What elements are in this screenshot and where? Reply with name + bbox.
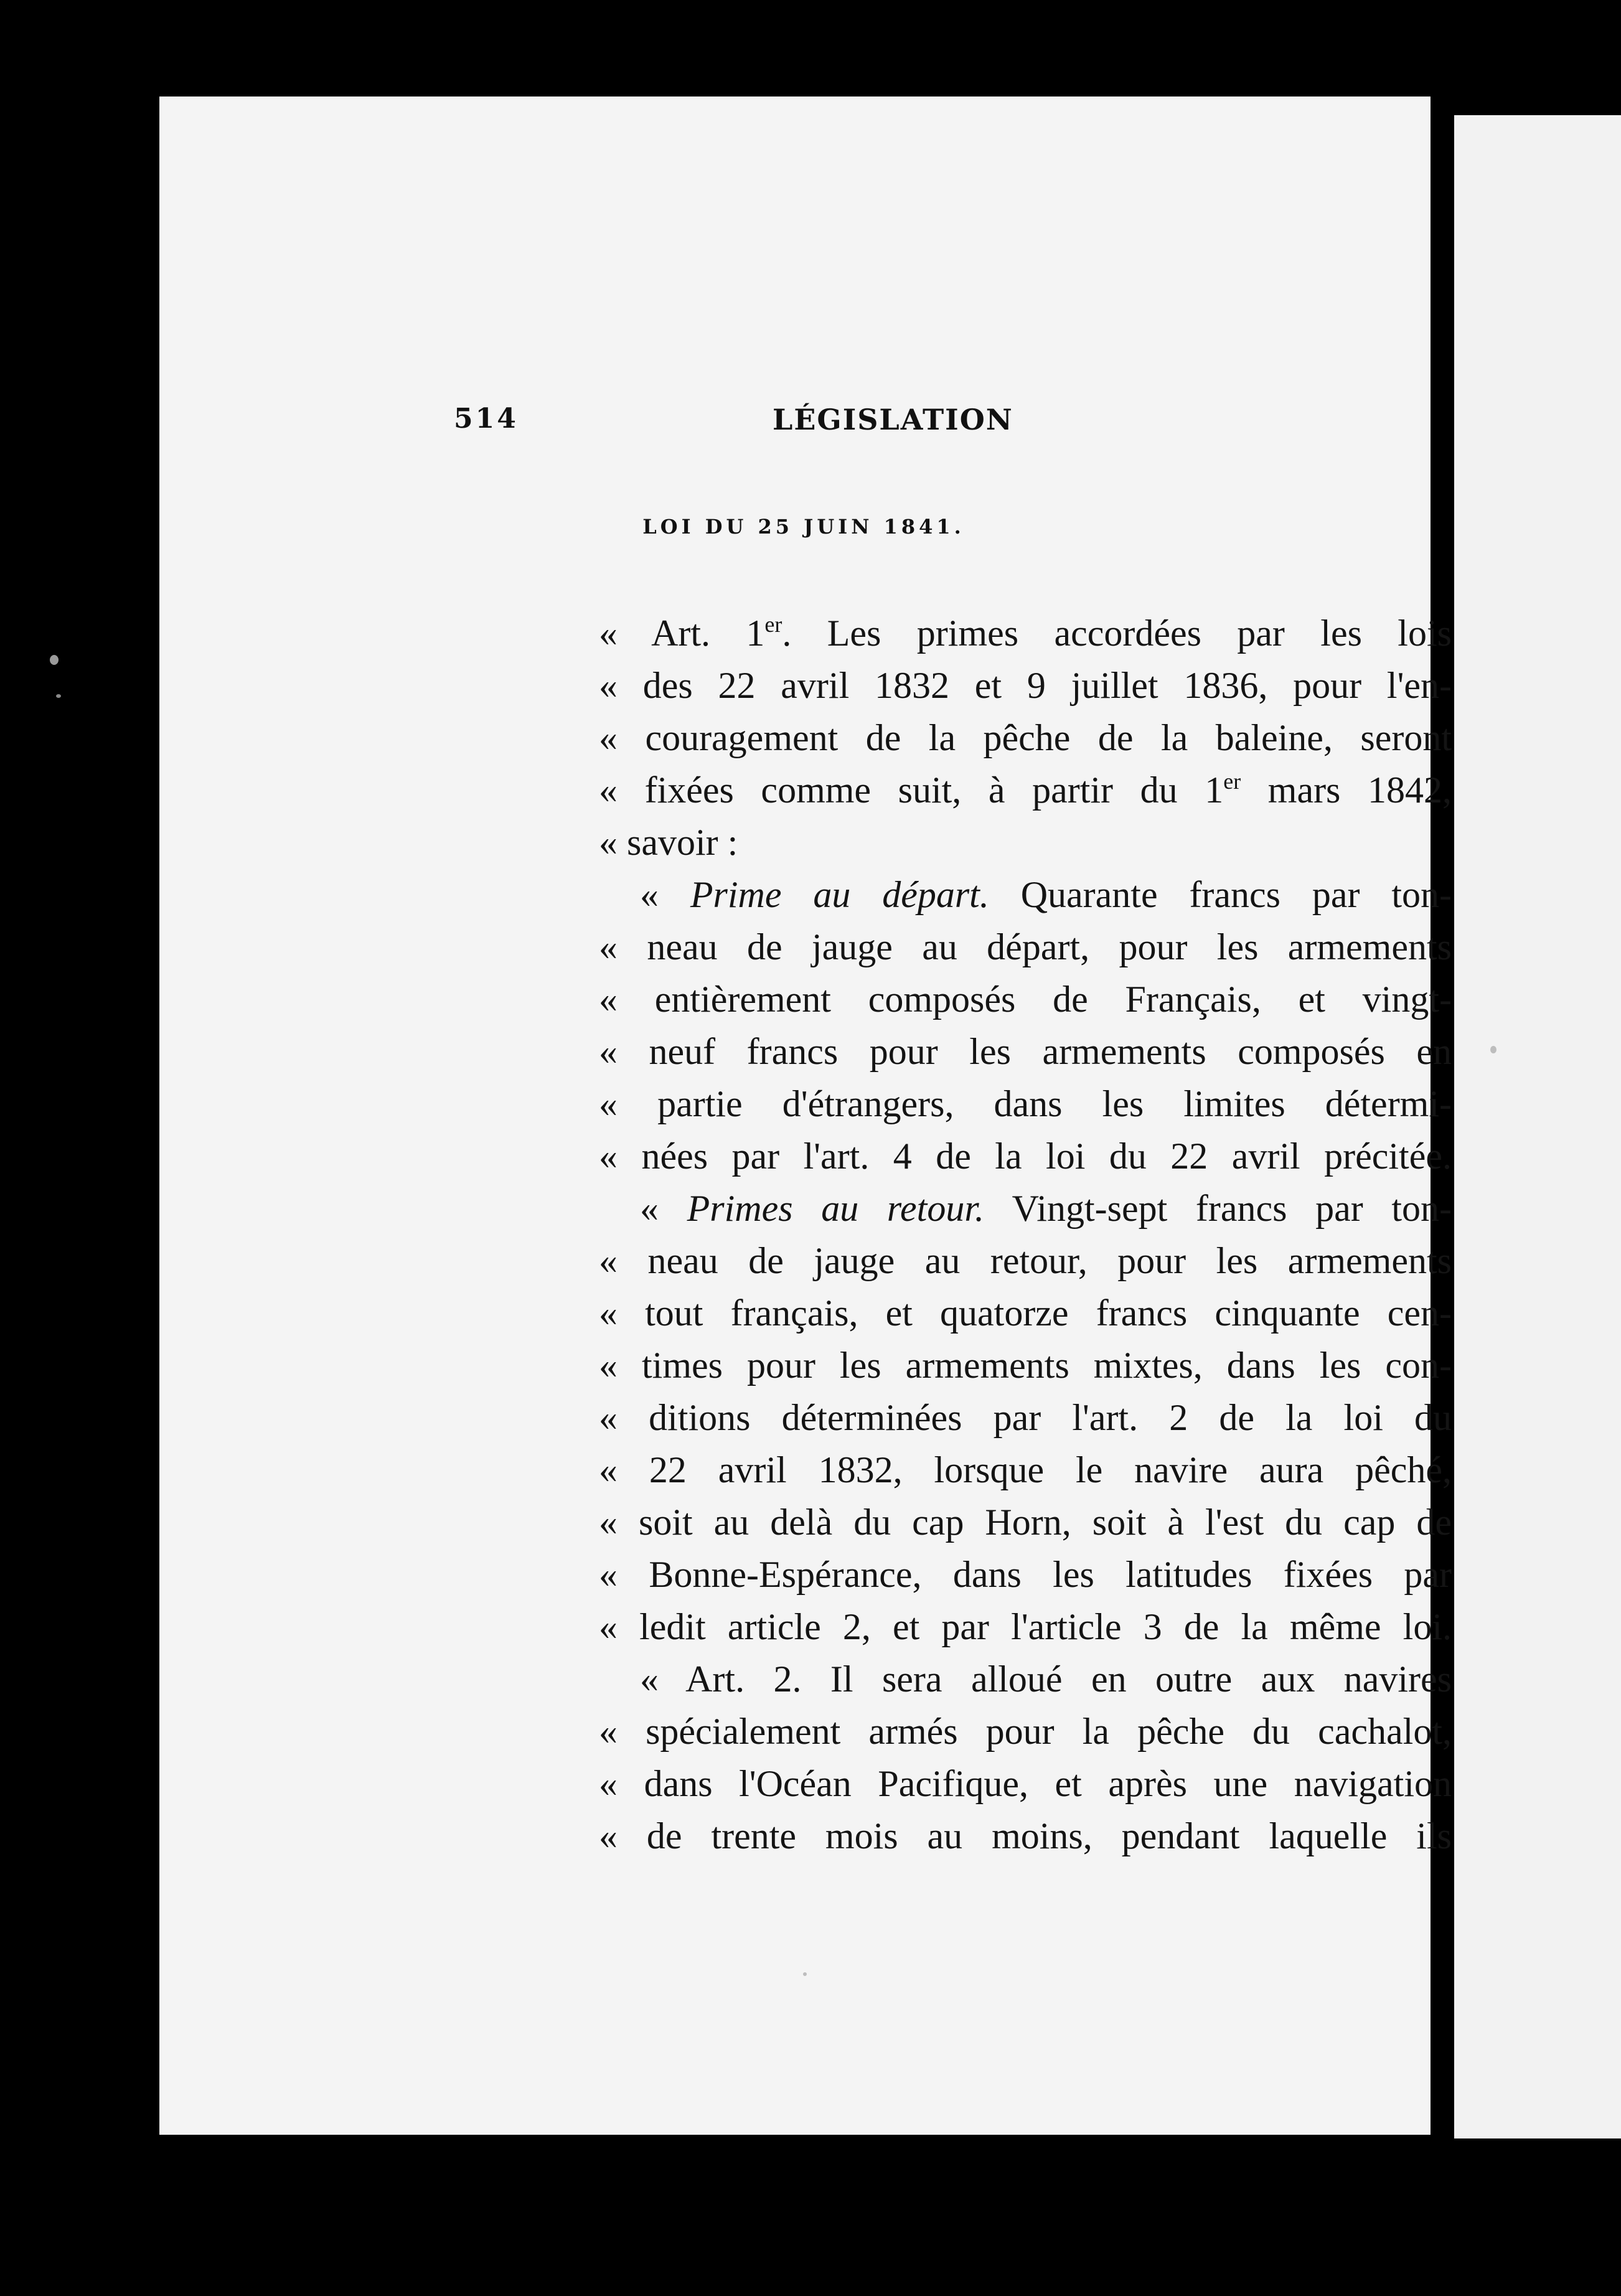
text-line: « de trente mois au moins, pendant laquelle ils xyxy=(599,1815,1452,1856)
text-line: « neau de jauge au départ, pour les armements xyxy=(599,926,1452,967)
text-line: « nées par l'art. 4 de la loi du 22 avril précitée. xyxy=(599,1136,1452,1177)
law-text xyxy=(599,607,1452,1862)
text-line: « entièrement composés de Français, et vingt- xyxy=(599,979,1452,1020)
text-line: « couragement de la pêche de la baleine, seront xyxy=(599,717,1452,758)
text-line: « neuf francs pour les armements composés en xyxy=(599,1031,1452,1072)
text-line: « Primes au retour. Vingt-sept francs par ton- xyxy=(640,1188,1452,1229)
law-title: LOI DU 25 JUIN 1841. xyxy=(642,515,965,539)
text-line: « tout français, et quatorze francs cinquante cen- xyxy=(599,1292,1452,1334)
text-line: « times pour les armements mixtes, dans les con- xyxy=(599,1345,1452,1386)
text-line: « neau de jauge au retour, pour les armements xyxy=(599,1240,1452,1281)
text-line: « soit au delà du cap Horn, soit à l'est du cap de xyxy=(599,1502,1452,1543)
text-line: « 22 avril 1832, lorsque le navire aura pêché, xyxy=(599,1449,1452,1490)
text-line: « ledit article 2, et par l'article 3 de la même loi. xyxy=(599,1606,1452,1647)
text-line: « Art. 1er. Les primes accordées par les lois xyxy=(599,612,1452,654)
text-line: « des 22 avril 1832 et 9 juillet 1836, pour l'en- xyxy=(599,665,1452,706)
text-line: « spécialement armés pour la pêche du cachalot, xyxy=(599,1711,1452,1752)
text-line: « fixées comme suit, à partir du 1er mars 1842, xyxy=(599,769,1452,811)
scan-speck xyxy=(1490,1046,1496,1053)
scan-speck xyxy=(56,694,61,698)
book-page xyxy=(159,96,1452,2135)
scan-speck xyxy=(50,655,59,665)
running-title: LÉGISLATION xyxy=(773,403,1013,436)
text-line: « ditions déterminées par l'art. 2 de la loi du xyxy=(599,1397,1452,1438)
text-line: « dans l'Océan Pacifique, et après une navigation xyxy=(599,1763,1452,1804)
text-line: « savoir : xyxy=(599,822,738,863)
page-number: 514 xyxy=(454,403,519,435)
text-line: « Prime au départ. Quarante francs par ton- xyxy=(640,874,1452,915)
text-line: « Art. 2. Il sera alloué en outre aux navires xyxy=(640,1658,1452,1700)
scan-speck xyxy=(803,1972,807,1976)
text-line: « Bonne-Espérance, dans les latitudes fixées par xyxy=(599,1554,1452,1595)
page-header xyxy=(159,403,1431,453)
text-line: « partie d'étrangers, dans les limites détermi- xyxy=(599,1083,1452,1124)
adjacent-page-edge xyxy=(1454,115,1621,2138)
